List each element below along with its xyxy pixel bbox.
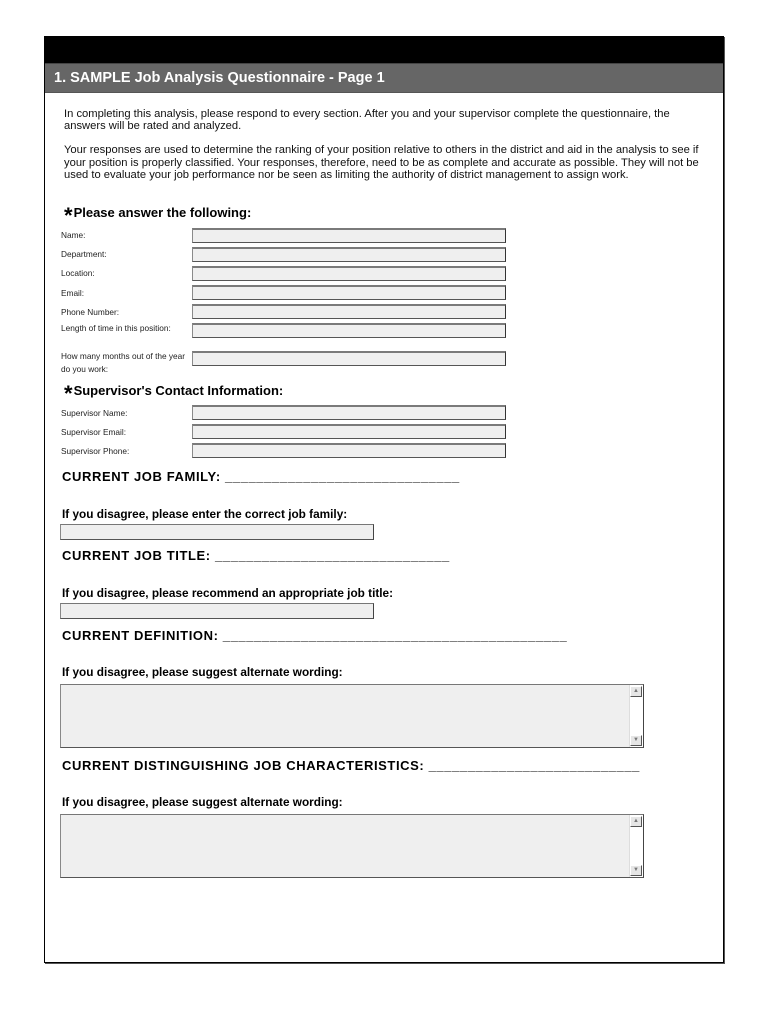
definition-scrollbar[interactable] (629, 685, 643, 747)
job-family-prompt: If you disagree, please enter the correct job family: (62, 507, 348, 521)
current-definition-heading: CURRENT DEFINITION: ____________________________________________ (62, 628, 568, 643)
characteristics-scrollbar[interactable] (629, 815, 643, 877)
page-title: 1. SAMPLE Job Analysis Questionnaire - Page 1 (45, 63, 723, 93)
name-field[interactable] (192, 228, 506, 243)
scroll-down-icon[interactable]: ▼ (630, 865, 642, 876)
department-field[interactable] (192, 247, 506, 262)
scroll-down-icon[interactable]: ▼ (630, 735, 642, 746)
required-asterisk-icon: * (64, 381, 73, 406)
personal-heading-text: Please answer the following: (73, 205, 252, 220)
current-characteristics-heading: CURRENT DISTINGUISHING JOB CHARACTERISTICS: ___________________________ (62, 758, 640, 773)
intro-paragraph-1: In completing this analysis, please respond to every section. After you and your supervisor complete the questionnaire, the answers will be rated and analyzed. (64, 108, 670, 133)
questionnaire-page (44, 36, 724, 963)
supervisor-phone-label: Supervisor Phone: (61, 446, 130, 456)
length-of-time-label: Length of time in this position: (61, 323, 171, 333)
top-black-bar (45, 37, 723, 63)
definition-textarea[interactable] (60, 684, 644, 748)
required-asterisk-icon: * (64, 203, 73, 228)
scroll-up-icon[interactable]: ▲ (630, 816, 642, 827)
location-field[interactable] (192, 266, 506, 281)
supervisor-section-heading (64, 381, 284, 406)
scroll-up-icon[interactable]: ▲ (630, 686, 642, 697)
job-title-prompt: If you disagree, please recommend an appropriate job title: (62, 586, 394, 600)
phone-label: Phone Number: (61, 307, 120, 317)
supervisor-email-field[interactable] (192, 424, 506, 439)
months-worked-field[interactable] (192, 351, 506, 366)
current-job-title-heading: CURRENT JOB TITLE: ______________________________ (62, 548, 450, 563)
characteristics-textarea[interactable] (60, 814, 644, 878)
personal-section-heading (64, 203, 252, 228)
department-label: Department: (61, 249, 107, 259)
months-worked-label: How many months out of the year do you work: (61, 351, 186, 374)
length-of-time-field[interactable] (192, 323, 506, 338)
email-field[interactable] (192, 285, 506, 300)
name-label: Name: (61, 230, 86, 240)
current-job-family-heading: CURRENT JOB FAMILY: ______________________________ (62, 469, 460, 484)
definition-prompt: If you disagree, please suggest alternate wording: (62, 665, 343, 679)
supervisor-phone-field[interactable] (192, 443, 506, 458)
supervisor-heading-text: Supervisor's Contact Information: (73, 383, 284, 398)
supervisor-name-label: Supervisor Name: (61, 408, 128, 418)
phone-field[interactable] (192, 304, 506, 319)
job-title-field[interactable] (60, 603, 374, 619)
email-label: Email: (61, 288, 85, 298)
intro-text (64, 108, 714, 193)
intro-paragraph-2: Your responses are used to determine the ranking of your position relative to others in the district and aid in the analysis to see if your position is properly classified. Your responses, therefore, need to be as complete and accurate as possible. They will not be used to evaluate your job performance nor be seen as limiting the authority of district management to assign work. (64, 144, 699, 181)
characteristics-prompt: If you disagree, please suggest alternate wording: (62, 795, 343, 809)
job-family-field[interactable] (60, 524, 374, 540)
supervisor-email-label: Supervisor Email: (61, 427, 127, 437)
location-label: Location: (61, 268, 95, 278)
supervisor-name-field[interactable] (192, 405, 506, 420)
